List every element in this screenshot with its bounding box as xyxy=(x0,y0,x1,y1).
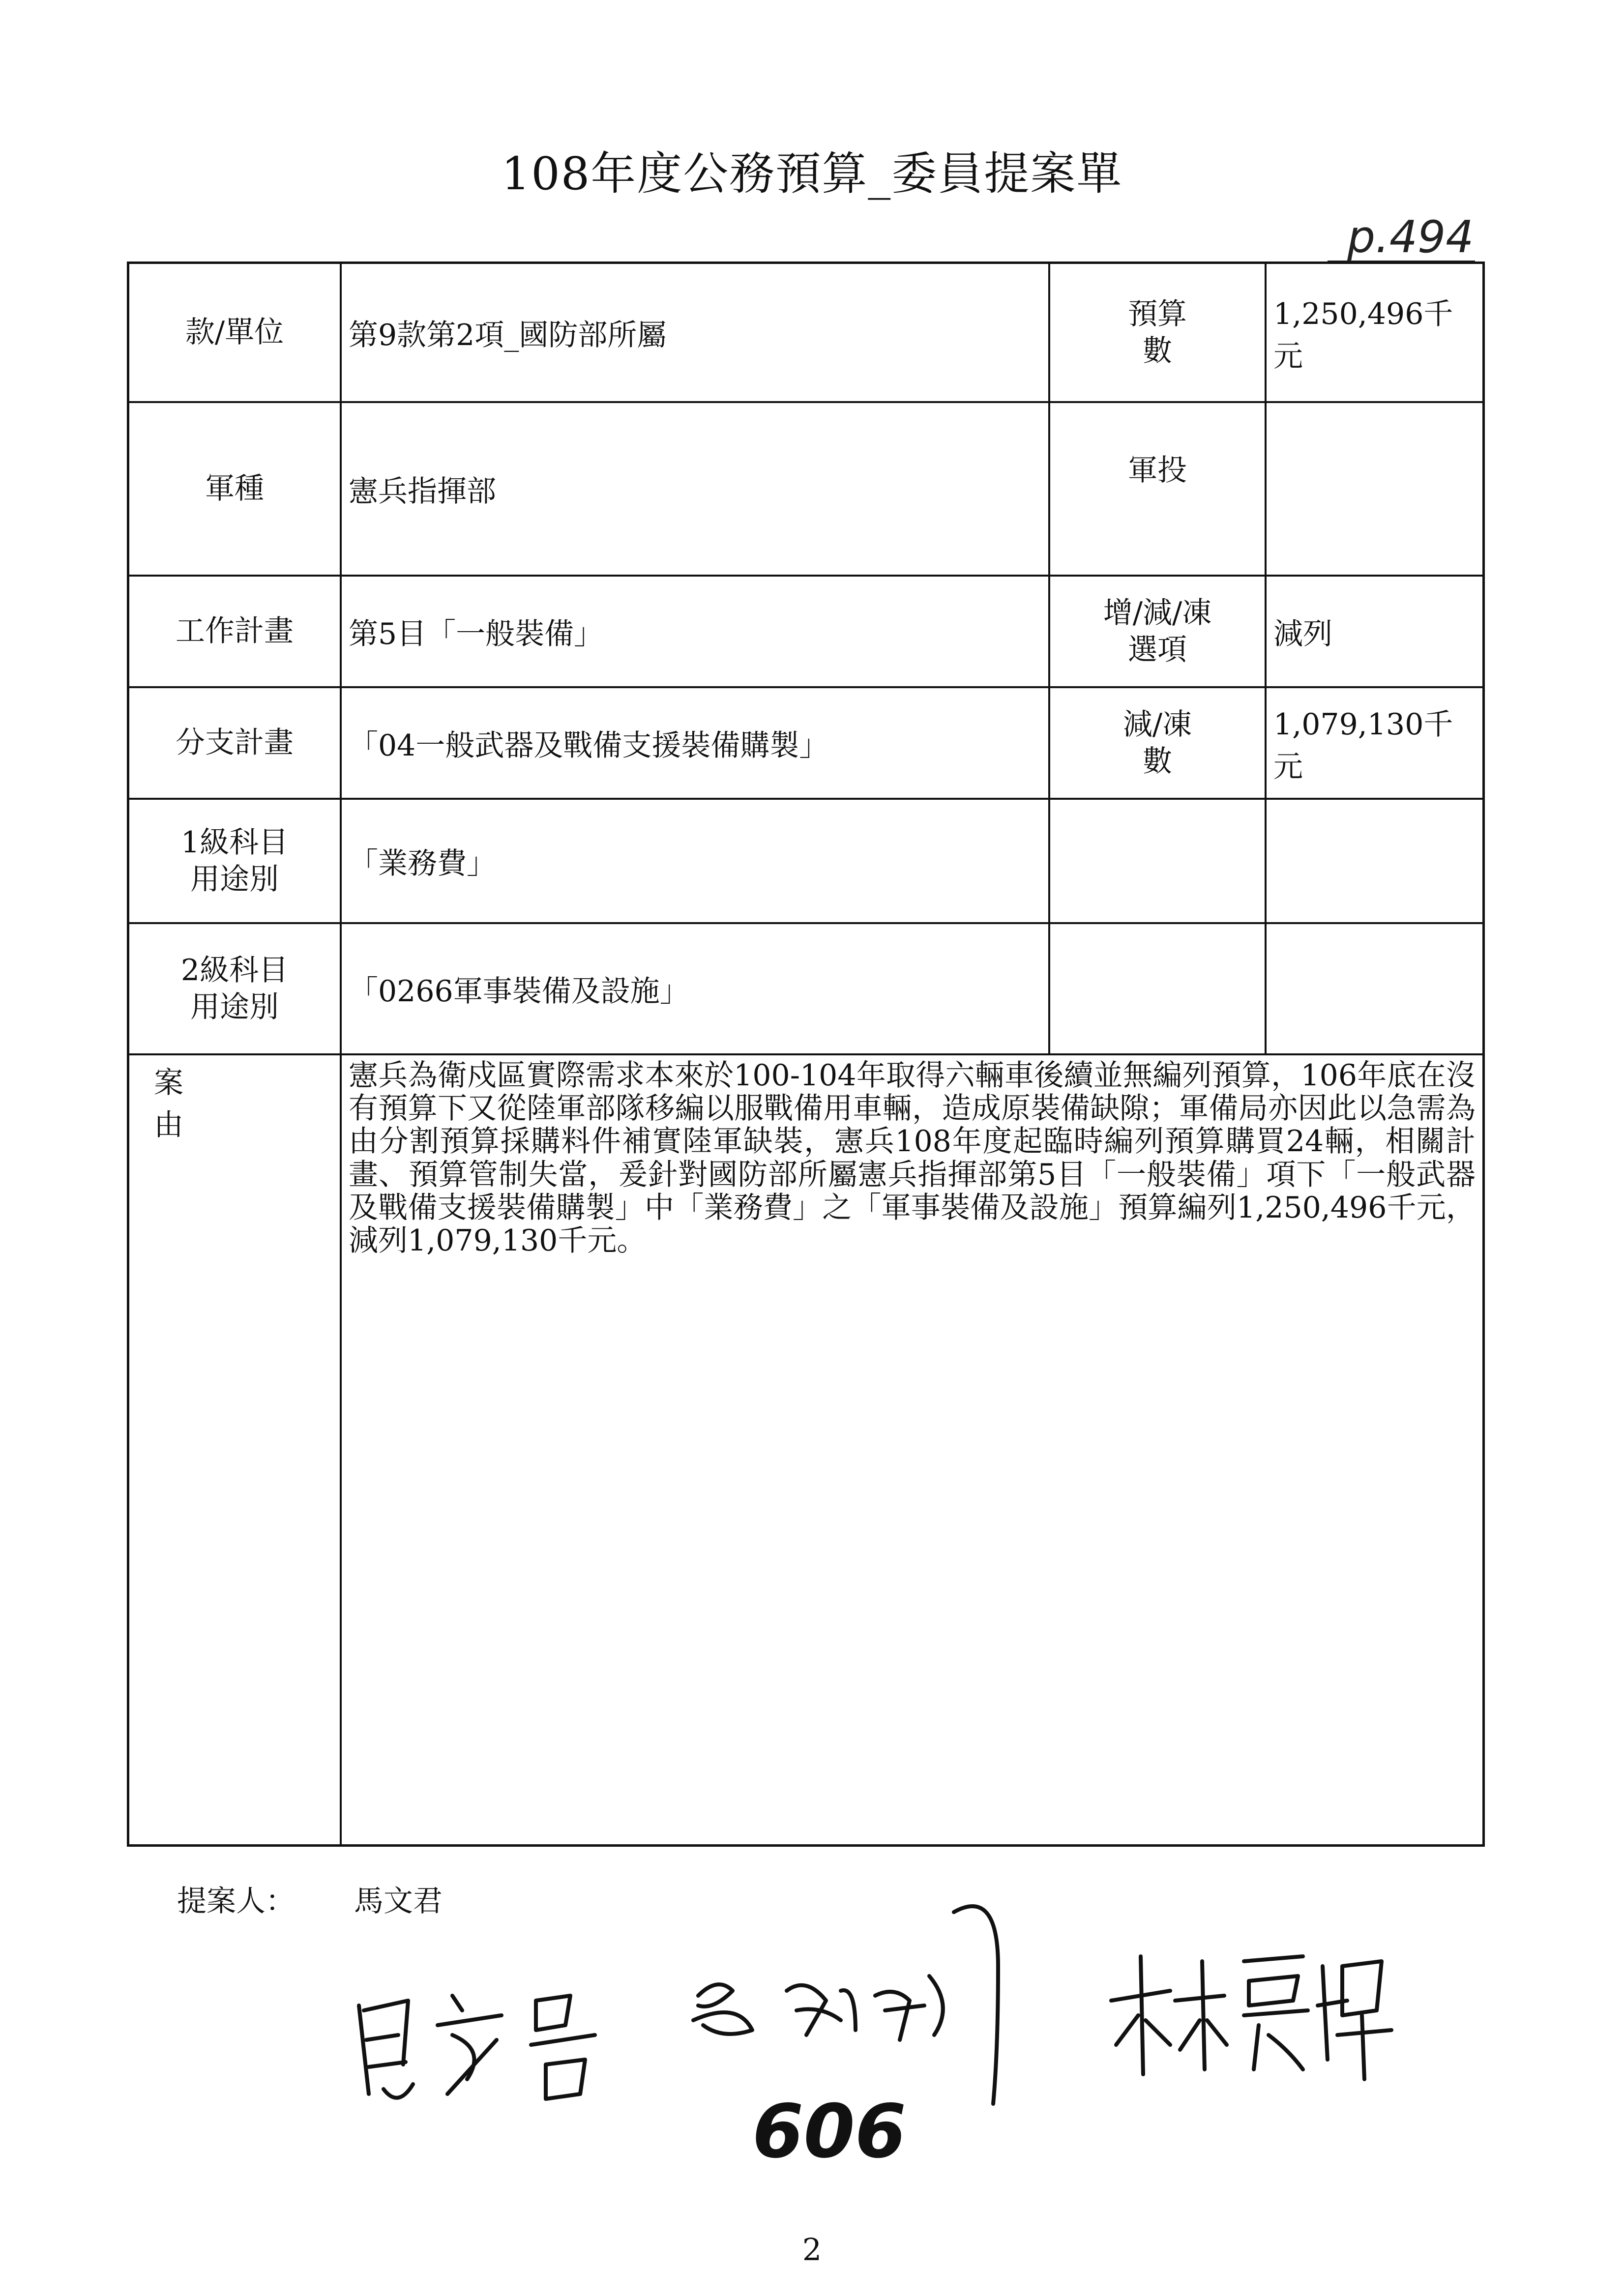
field-label: 1級科目用途別 xyxy=(129,800,342,922)
signature-1 xyxy=(339,1966,615,2114)
table-row xyxy=(129,264,1482,403)
table-row xyxy=(129,403,1482,577)
table-row xyxy=(129,577,1482,688)
field-label xyxy=(1050,924,1267,1053)
reason-row xyxy=(129,1055,1482,1844)
page-reference-note: p.494 xyxy=(1347,211,1474,263)
field-value: 「業務費」 xyxy=(342,800,1050,922)
field-label xyxy=(1050,800,1267,922)
field-value xyxy=(1267,800,1482,922)
document-id: 606 xyxy=(752,2089,907,2175)
field-label: 2級科目用途別 xyxy=(129,924,342,1053)
field-value xyxy=(1267,403,1482,575)
field-label: 預算數 xyxy=(1050,264,1267,401)
field-value: 憲兵指揮部 xyxy=(342,403,1050,575)
reason-label: 案由 xyxy=(129,1055,342,1844)
signature-2 xyxy=(679,1892,1062,2114)
proposal-form-table xyxy=(127,262,1485,1847)
page-title: 108年度公務預算_委員提案單 xyxy=(501,147,1123,200)
field-value: 第9款第2項_國防部所屬 xyxy=(342,264,1050,401)
proposer-name: 馬文君 xyxy=(354,1884,443,1918)
field-value: 1,079,130千元 xyxy=(1273,707,1453,784)
table-row xyxy=(129,800,1482,924)
signature-3 xyxy=(1096,1937,1401,2094)
page-number: 2 xyxy=(802,2232,822,2267)
field-label: 軍種 xyxy=(129,403,342,575)
table-row xyxy=(129,688,1482,800)
field-label: 減/凍數 xyxy=(1050,688,1267,798)
table-row xyxy=(129,924,1482,1055)
field-value: 「04一般武器及戰備支援裝備購製」 xyxy=(342,688,1050,798)
field-label: 工作計畫 xyxy=(129,577,342,686)
field-label: 軍投 xyxy=(1050,403,1267,575)
field-label: 分支計畫 xyxy=(129,688,342,798)
field-value xyxy=(1267,924,1482,1053)
field-value: 第5目「一般裝備」 xyxy=(342,577,1050,686)
field-value: 1,250,496千元 xyxy=(1273,296,1453,374)
field-label: 款/單位 xyxy=(129,264,342,401)
field-label: 增/減/凍選項 xyxy=(1050,577,1267,686)
reason-text: 憲兵為衛戍區實際需求本來於100-104年取得六輛車後續並無編列預算，106年底在沒有預算下又從陸軍部隊移編以服戰備用車輛，造成原裝備缺隙；軍備局亦因此以急需為由分割預算採購料件補實陸軍缺裝，憲兵108年度起臨時編列預算購買24輛，相關計畫、預算管制失當，爰針對國防部所屬憲兵指揮部第5目「一般裝備」項下「一般武器及戰備支援裝備購製」中「業務費」之「軍事裝備及設施」預算編列1,250,496千元，減列1,079,130千元。 xyxy=(349,1058,1476,1258)
proposer-label: 提案人： xyxy=(177,1884,295,1918)
field-value: 減列 xyxy=(1273,616,1332,651)
field-value: 「0266軍事裝備及設施」 xyxy=(342,924,1050,1053)
